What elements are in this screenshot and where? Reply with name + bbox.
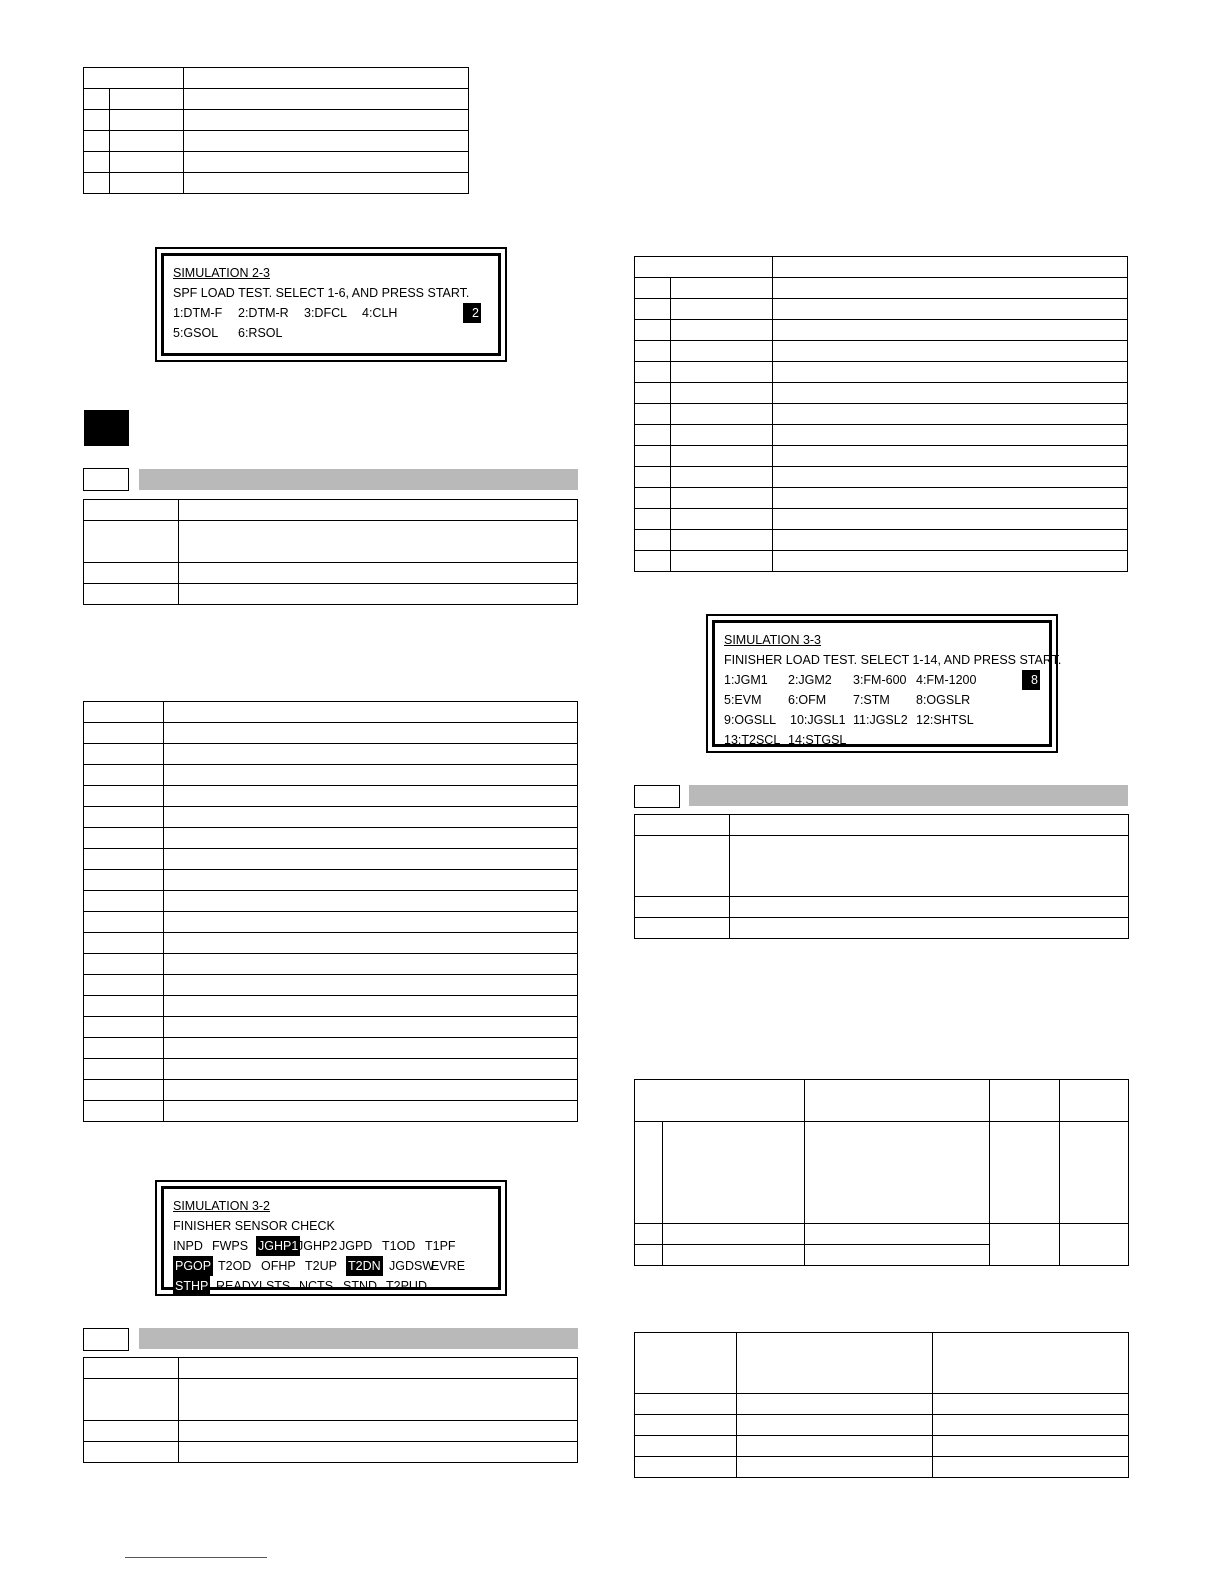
lcd-selected-value: 2 [463, 303, 481, 323]
lcd-item: 5:GSOL [173, 326, 219, 340]
lcd-simulation-2-3 [155, 247, 507, 362]
table-bottom-right [634, 1332, 1129, 1478]
sensor-label: READY [216, 1279, 260, 1293]
lcd-item: 13:T2SCL [724, 733, 781, 747]
lcd-item: 6:OFM [788, 693, 827, 707]
section-header-box [634, 785, 680, 808]
lcd-item: 12:SHTSL [916, 713, 974, 727]
sensor-label-active: JGHP1 [256, 1236, 300, 1256]
table-load-list [634, 256, 1128, 572]
sensor-label: STND [343, 1279, 378, 1293]
lcd-item: 4:CLH [362, 306, 398, 320]
lcd-item: 6:RSOL [238, 326, 283, 340]
lcd-item: 9:OGSLL [724, 713, 777, 727]
sensor-label: EVRE [431, 1259, 466, 1273]
lcd-item: 3:FM-600 [853, 673, 907, 687]
sensor-label: T1OD [382, 1239, 416, 1253]
lcd-instruction: SPF LOAD TEST. SELECT 1-6, AND PRESS START. [173, 286, 470, 300]
footer-link-line[interactable] [125, 1557, 267, 1558]
sensor-label: T2OD [218, 1259, 252, 1273]
lcd-instruction: FINISHER LOAD TEST. SELECT 1-14, AND PRESS START. [724, 653, 1062, 667]
table-sim-info-1 [83, 499, 578, 605]
section-header-bar [139, 469, 578, 490]
lcd-item: 8:OGSLR [916, 693, 971, 707]
sensor-label: INPD [173, 1239, 203, 1253]
lcd-item: 1:DTM-F [173, 306, 223, 320]
lcd-item: 10:JGSL1 [790, 713, 846, 727]
sensor-label: T1PF [425, 1239, 456, 1253]
table-sim-info-2 [83, 1357, 578, 1463]
sensor-label: OFHP [261, 1259, 296, 1273]
lcd-item: 1:JGM1 [724, 673, 768, 687]
sensor-label-active: PGOP [173, 1256, 213, 1276]
sensor-label: FWPS [212, 1239, 249, 1253]
lcd-selected-value: 8 [1022, 670, 1040, 690]
lcd-item: 4:FM-1200 [916, 673, 977, 687]
lcd-item: 3:DFCL [304, 306, 348, 320]
lcd-item: 7:STM [853, 693, 890, 707]
table-top-left [83, 67, 469, 194]
lcd-item: 5:EVM [724, 693, 762, 707]
sensor-label-active: STHP [173, 1276, 210, 1296]
sensor-label: JGHP2 [297, 1239, 338, 1253]
table-sim-info-3 [634, 814, 1129, 939]
section-marker [84, 410, 129, 446]
lcd-subtitle: FINISHER SENSOR CHECK [173, 1219, 335, 1233]
sensor-label: T2PUD [386, 1279, 427, 1293]
section-header-box [83, 468, 129, 491]
section-header-bar [139, 1328, 578, 1349]
lcd-simulation-3-2 [155, 1180, 507, 1296]
section-header-box [83, 1328, 129, 1351]
lcd-simulation-3-3 [706, 614, 1062, 753]
lcd-item: 2:JGM2 [788, 673, 832, 687]
section-header-bar [689, 785, 1128, 806]
lcd-title: SIMULATION 3-3 [724, 633, 822, 647]
lcd-item: 2:DTM-R [238, 306, 289, 320]
sensor-label-active: T2DN [346, 1256, 383, 1276]
lcd-item: 11:JGSL2 [853, 713, 908, 727]
sensor-label: LSTS [259, 1279, 291, 1293]
sensor-label: JGDSW [389, 1259, 435, 1273]
lcd-item: 14:STGSL [788, 733, 847, 747]
table-operation-matrix [634, 1079, 1129, 1266]
sensor-label: T2UP [305, 1259, 337, 1273]
table-sensor-list [83, 701, 578, 1122]
sensor-label: JGPD [339, 1239, 373, 1253]
lcd-title: SIMULATION 2-3 [173, 266, 271, 280]
lcd-title: SIMULATION 3-2 [173, 1199, 271, 1213]
sensor-label: NCTS [299, 1279, 334, 1293]
